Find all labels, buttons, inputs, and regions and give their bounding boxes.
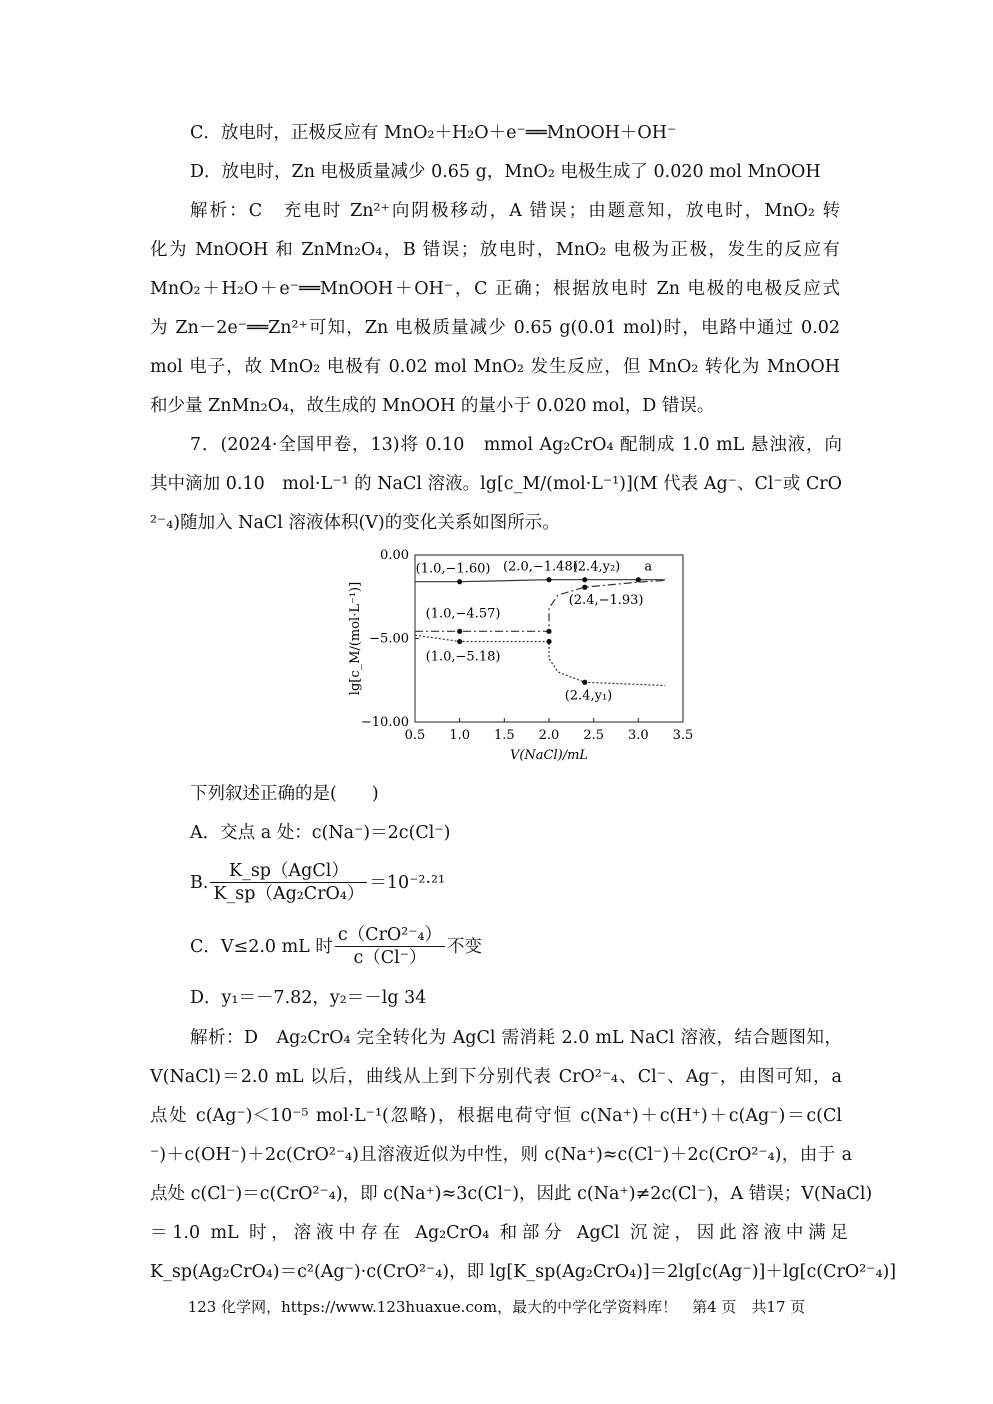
x-tick-label: 2.0 [538,728,560,743]
choice-c-fraction [335,924,445,969]
data-point [582,577,587,582]
analysis-prev-line-2: 化为 MnOOH 和 ZnMn₂O₄，B 错误；放电时，MnO₂ 电极为正极，发生的反应有 [150,240,840,260]
analysis-line-1: 解析：D Ag₂CrO₄ 完全转化为 AgCl 需消耗 2.0 mL NaCl 溶液，结合题图知， [190,1028,842,1048]
x-tick-label: 1.0 [449,728,471,743]
data-point [636,577,641,582]
x-tick-label: 2.5 [583,728,605,743]
choice-b [190,860,445,905]
data-point [457,579,462,584]
analysis-prev-line-1: 解析：C 充电时 Zn²⁺向阴极移动，A 错误；由题意知，放电时，MnO₂ 转 [190,201,840,221]
question-line-1: 7．(2024·全国甲卷，13)将 0.10 mmol Ag₂CrO₄ 配制成 1.0 mL 悬浊液，向 [190,435,842,455]
data-point-label: (2.0,−1.48) [503,559,578,575]
data-point [582,585,587,590]
x-tick-label: 1.5 [493,728,515,743]
choice-c [190,924,482,969]
analysis-line-2: V(NaCl)＝2.0 mL 以后，曲线从上到下分别代表 CrO²⁻₄、Cl⁻、Ag⁻，由图可知，a [150,1067,842,1087]
option-c-prev: C．放电时，正极反应有 MnO₂＋H₂O＋e⁻══MnOOH＋OH⁻ [190,123,677,143]
choice-c-denominator: c（Cl⁻） [353,948,427,968]
analysis-prev-line-6: 和少量 ZnMn₂O₄，故生成的 MnOOH 的量小于 0.020 mol，D 错误。 [150,396,715,416]
data-point-label: (1.0,−4.57) [425,606,501,622]
y-axis-label: lg[c_M/(mol·L⁻¹)] [348,581,363,696]
data-point [546,577,551,582]
choice-c-label: C．V≤2.0 mL 时 [190,936,333,957]
data-point-label: (1.0,−1.60) [415,561,491,577]
x-axis-label: V(NaCl)/mL [509,748,589,763]
analysis-prev-line-5: mol 电子，故 MnO₂ 电极有 0.02 mol MnO₂ 发生反应，但 MnO₂ 转化为 MnOOH [150,357,840,377]
concentration-chart [340,540,700,770]
data-point-label: (1.0,−5.18) [425,649,501,665]
analysis-line-7: K_sp(Ag₂CrO₄)＝c²(Ag⁻)·c(CrO²⁻₄)，即 lg[K_sp(Ag₂CrO₄)]＝2lg[c(Ag⁻)]＋lg[c(CrO²⁻₄)] [150,1262,897,1282]
choice-a: A．交点 a 处：c(Na⁻)＝2c(Cl⁻) [190,823,451,843]
data-point-label: a [644,559,653,575]
data-point [582,680,587,685]
data-point-label: (2.4,y₂) [572,559,621,575]
analysis-prev-line-4: 为 Zn－2e⁻══Zn²⁺可知，Zn 电极质量减少 0.65 g(0.01 mol)时，电路中通过 0.02 [150,318,840,338]
analysis-prev-line-3: MnO₂＋H₂O＋e⁻══MnOOH＋OH⁻，C 正确；根据放电时 Zn 电极的电极反应式 [150,279,840,299]
analysis-line-6: ＝1.0 mL 时，溶液中存在 Ag₂CrO₄ 和部分 AgCl 沉淀，因此溶液中满足 [150,1223,848,1243]
y-tick-label: −5.00 [369,631,409,647]
analysis-line-5: 点处 c(Cl⁻)＝c(CrO²⁻₄)，即 c(Na⁺)≈3c(Cl⁻)，因此 c(Na⁺)≠2c(Cl⁻)，A 错误；V(NaCl) [150,1184,873,1204]
series-line-solid [415,580,665,582]
data-point [457,639,462,644]
x-tick-label: 0.5 [404,728,426,743]
choice-c-numerator: c（CrO²⁻₄） [335,924,445,947]
data-point [546,629,551,634]
x-tick-label: 3.5 [672,728,694,743]
data-point-label: (2.4,y₁) [564,688,613,704]
y-tick-label: 0.00 [380,548,409,563]
question-line-2: 其中滴加 0.10 mol·L⁻¹ 的 NaCl 溶液。lg[c_M/(mol·L⁻¹)](M 代表 Ag⁻、Cl⁻或 CrO [150,474,842,494]
page-footer: 123 化学网，https://www.123huaxue.com，最大的中学化学资料库！ 第4 页 共17 页 [187,1298,806,1316]
choice-b-label: B. [190,872,209,893]
choice-c-value: 不变 [447,936,483,957]
option-d-prev: D．放电时，Zn 电极质量减少 0.65 g，MnO₂ 电极生成了 0.020 mol MnOOH [190,162,821,182]
data-point [546,639,551,644]
analysis-line-4: ⁻)＋c(OH⁻)＋2c(CrO²⁻₄)且溶液近似为中性，则 c(Na⁺)≈c(Cl⁻)＋2c(CrO²⁻₄)，由于 a [150,1145,852,1165]
choice-b-value: ＝10⁻²·²¹ [369,872,446,893]
question-prompt: 下列叙述正确的是( ) [190,784,379,804]
data-point-label: (2.4,−1.93) [568,593,644,609]
question-line-3: ²⁻₄)随加入 NaCl 溶液体积(V)的变化关系如图所示。 [150,513,560,533]
data-point [457,629,462,634]
x-tick-label: 3.0 [627,728,649,743]
choice-b-numerator: K_sp（AgCl） [210,860,367,883]
analysis-line-3: 点处 c(Ag⁻)＜10⁻⁵ mol·L⁻¹(忽略)，根据电荷守恒 c(Na⁺)＋c(H⁺)＋c(Ag⁻)＝c(Cl [150,1106,842,1126]
choice-b-denominator: K_sp（Ag₂CrO₄） [213,884,365,904]
choice-d: D．y₁＝－7.82，y₂＝－lg 34 [190,988,427,1008]
chart-plot-area [348,548,693,763]
choice-b-fraction [210,860,367,905]
y-tick-label: −10.00 [360,715,409,730]
